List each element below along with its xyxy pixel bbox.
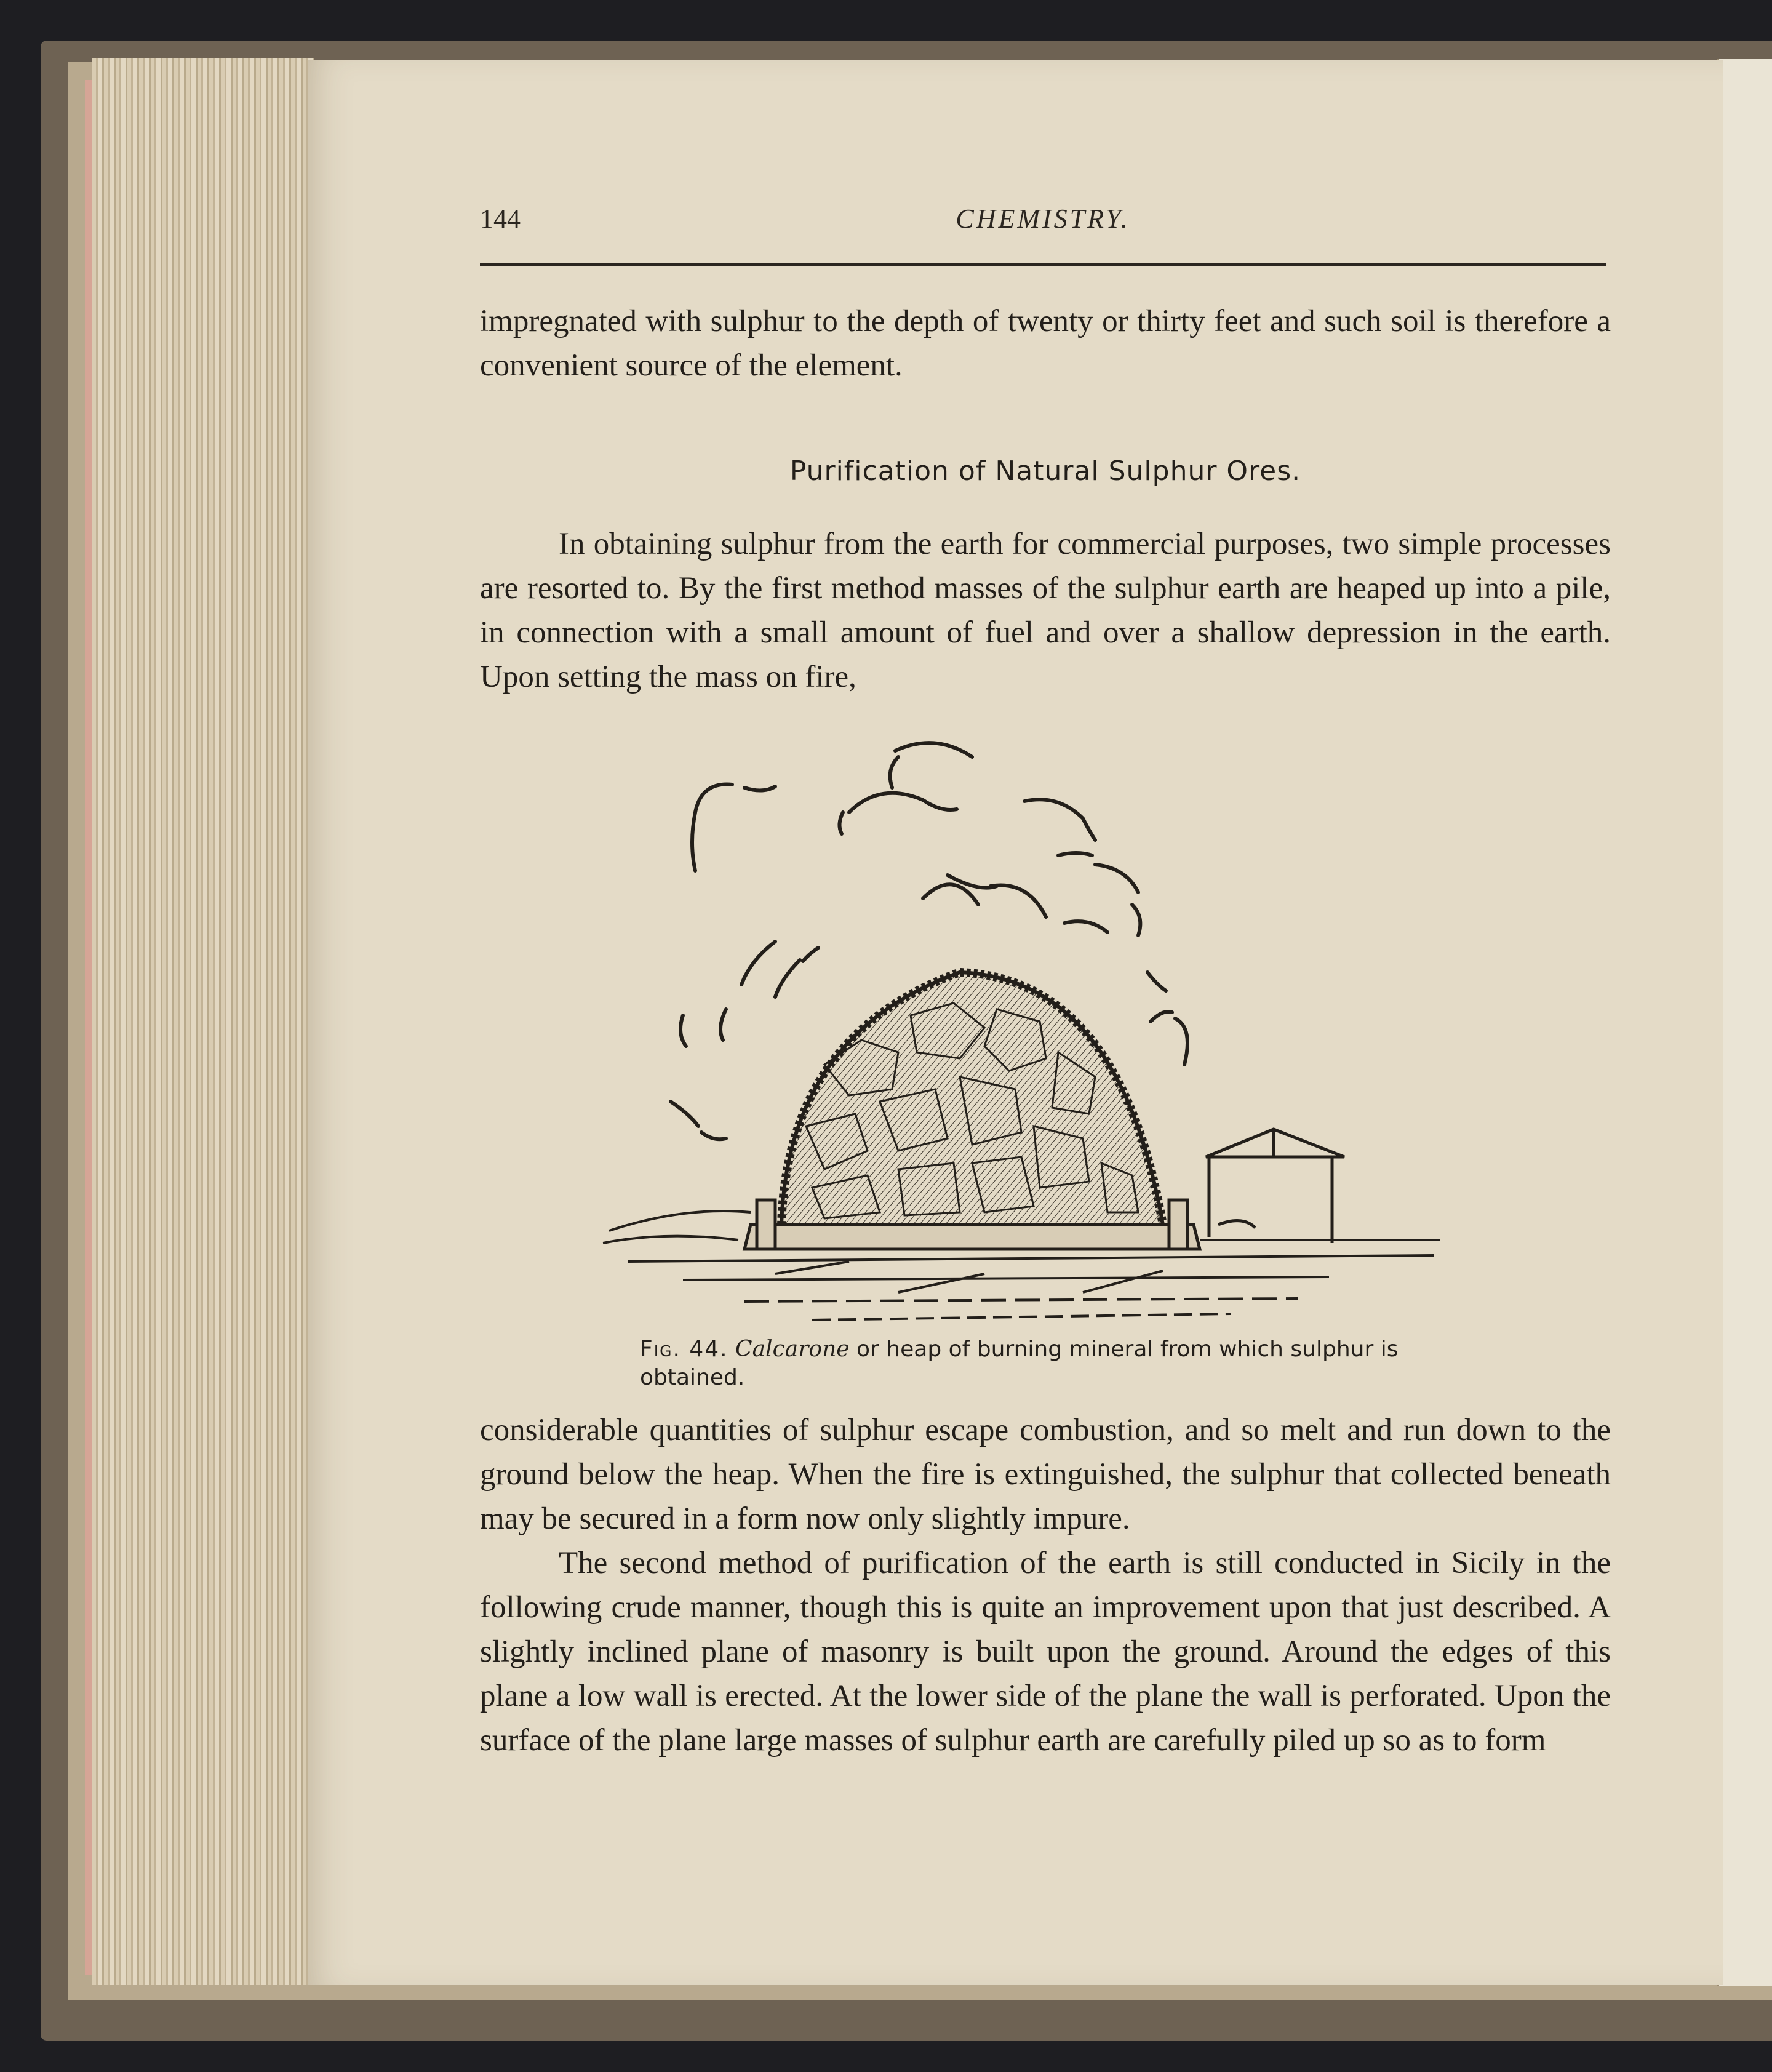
figure-caption-text: or heap of burning mineral from which sulphur is obtained. xyxy=(640,1337,1399,1390)
text-block-top xyxy=(480,299,1611,388)
figure-name: Calcarone xyxy=(735,1337,850,1362)
facing-page-edge xyxy=(1717,59,1772,1986)
text-block-bottom xyxy=(480,1408,1611,1762)
page-number: 144 xyxy=(480,204,521,234)
shelter-hut xyxy=(1206,1129,1344,1243)
section-heading: Purification of Natural Sulphur Ores. xyxy=(789,455,1301,487)
page-header xyxy=(480,203,1606,246)
paragraph: In obtaining sulphur from the earth for commercial purposes, two simple processes are resorted to. By the first method masses of the sulphur earth are heaped up into a pile, in connection with a small amount of fuel and over a shallow depression in the earth. Upon setting the mass on fire, xyxy=(480,527,1611,694)
paragraph: The second method of purification of the earth is still conducted in Sicily in the following crude manner, though this is quite an improvement upon that just described. A slightly inclined plane of masonry is built upon the ground. Around the edges of this plane a low wall is erected. At the lower side of the plane the wall is perforated. Upon the surface of the plane large masses of sulphur earth are carefully piled up so as to form xyxy=(480,1546,1611,1758)
running-title: CHEMISTRY. xyxy=(956,204,1130,234)
calcarone-illustration xyxy=(591,720,1501,1323)
text-block-middle xyxy=(480,522,1611,699)
figure-label: Fig. 44. xyxy=(640,1337,728,1362)
mineral-heap xyxy=(781,972,1163,1225)
paragraph: impregnated with sulphur to the depth of twenty or thirty feet and such soil is therefore a convenient source of the element. xyxy=(480,304,1611,383)
page-stack xyxy=(92,58,314,1985)
paragraph: considerable quantities of sulphur escape combustion, and so melt and run down to the ground below the heap. When the fire is extinguished, the sulphur that collected beneath may be secured in a form now only slightly impure. xyxy=(480,1413,1611,1536)
header-rule xyxy=(480,263,1606,266)
figure-caption xyxy=(640,1335,1487,1392)
